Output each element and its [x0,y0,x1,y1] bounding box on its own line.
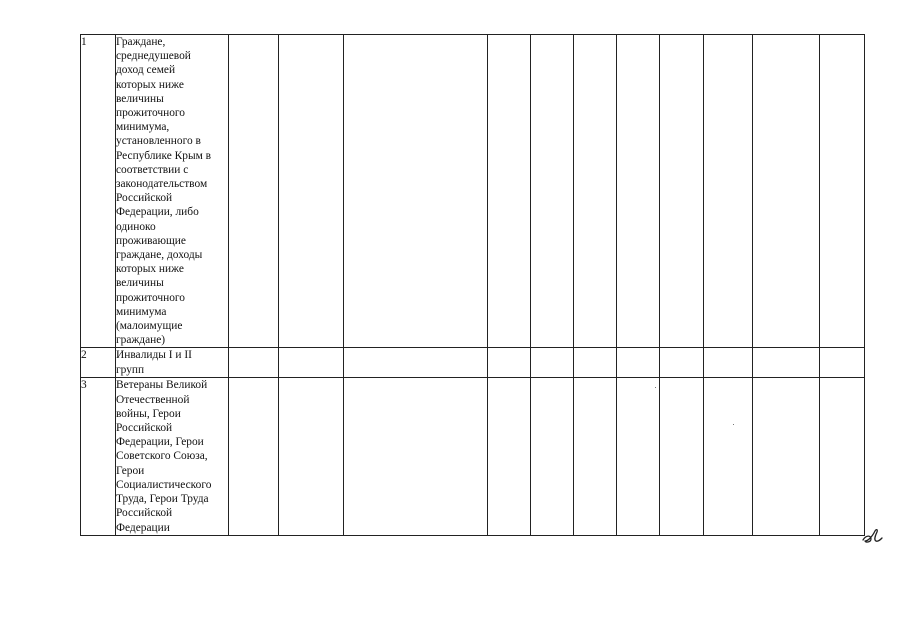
scan-speck [733,424,734,425]
empty-cell [704,35,753,348]
empty-cell [344,348,488,378]
empty-cell [531,35,574,348]
empty-cell [531,348,574,378]
row-number: 3 [81,378,116,536]
empty-cell [279,35,344,348]
empty-cell [753,378,820,536]
empty-cell [617,348,660,378]
beneficiary-categories-table [80,34,865,536]
empty-cell [344,35,488,348]
scan-speck [655,387,656,388]
table-row [81,378,865,536]
empty-cell [753,35,820,348]
category-name-cell: Инвалиды I и II групп [116,348,229,378]
empty-cell [344,378,488,536]
empty-cell [229,378,279,536]
empty-cell [820,348,865,378]
empty-cell [488,35,531,348]
empty-cell [660,378,704,536]
empty-cell [704,348,753,378]
empty-cell [660,35,704,348]
empty-cell [820,378,865,536]
empty-cell [279,378,344,536]
empty-cell [229,35,279,348]
category-name-cell: Граждане, среднедушевой доход семей которых ниже величины прожиточного минимума, установленного в Республике Крым в соответствии с законодательством Российской Федерации, либо одиноко проживающие граждане, доходы которых ниже величины прожиточного минимума (малоимущие граждане) [116,35,229,348]
empty-cell [229,348,279,378]
handwritten-signature-icon [860,526,884,546]
table-row [81,35,865,348]
empty-cell [660,348,704,378]
empty-cell [531,378,574,536]
empty-cell [753,348,820,378]
empty-cell [704,378,753,536]
empty-cell [488,378,531,536]
category-name-cell: Ветераны Великой Отечественной войны, Герои Российской Федерации, Герои Советского Союза, Герои Социалистического Труда, Герои Труда Российской Федерации [116,378,229,536]
empty-cell [279,348,344,378]
empty-cell [617,378,660,536]
empty-cell [574,35,617,348]
signature-stroke [863,530,882,542]
empty-cell [617,35,660,348]
empty-cell [488,348,531,378]
empty-cell [574,378,617,536]
row-number: 1 [81,35,116,348]
empty-cell [574,348,617,378]
row-number: 2 [81,348,116,378]
empty-cell [820,35,865,348]
table-row [81,348,865,378]
